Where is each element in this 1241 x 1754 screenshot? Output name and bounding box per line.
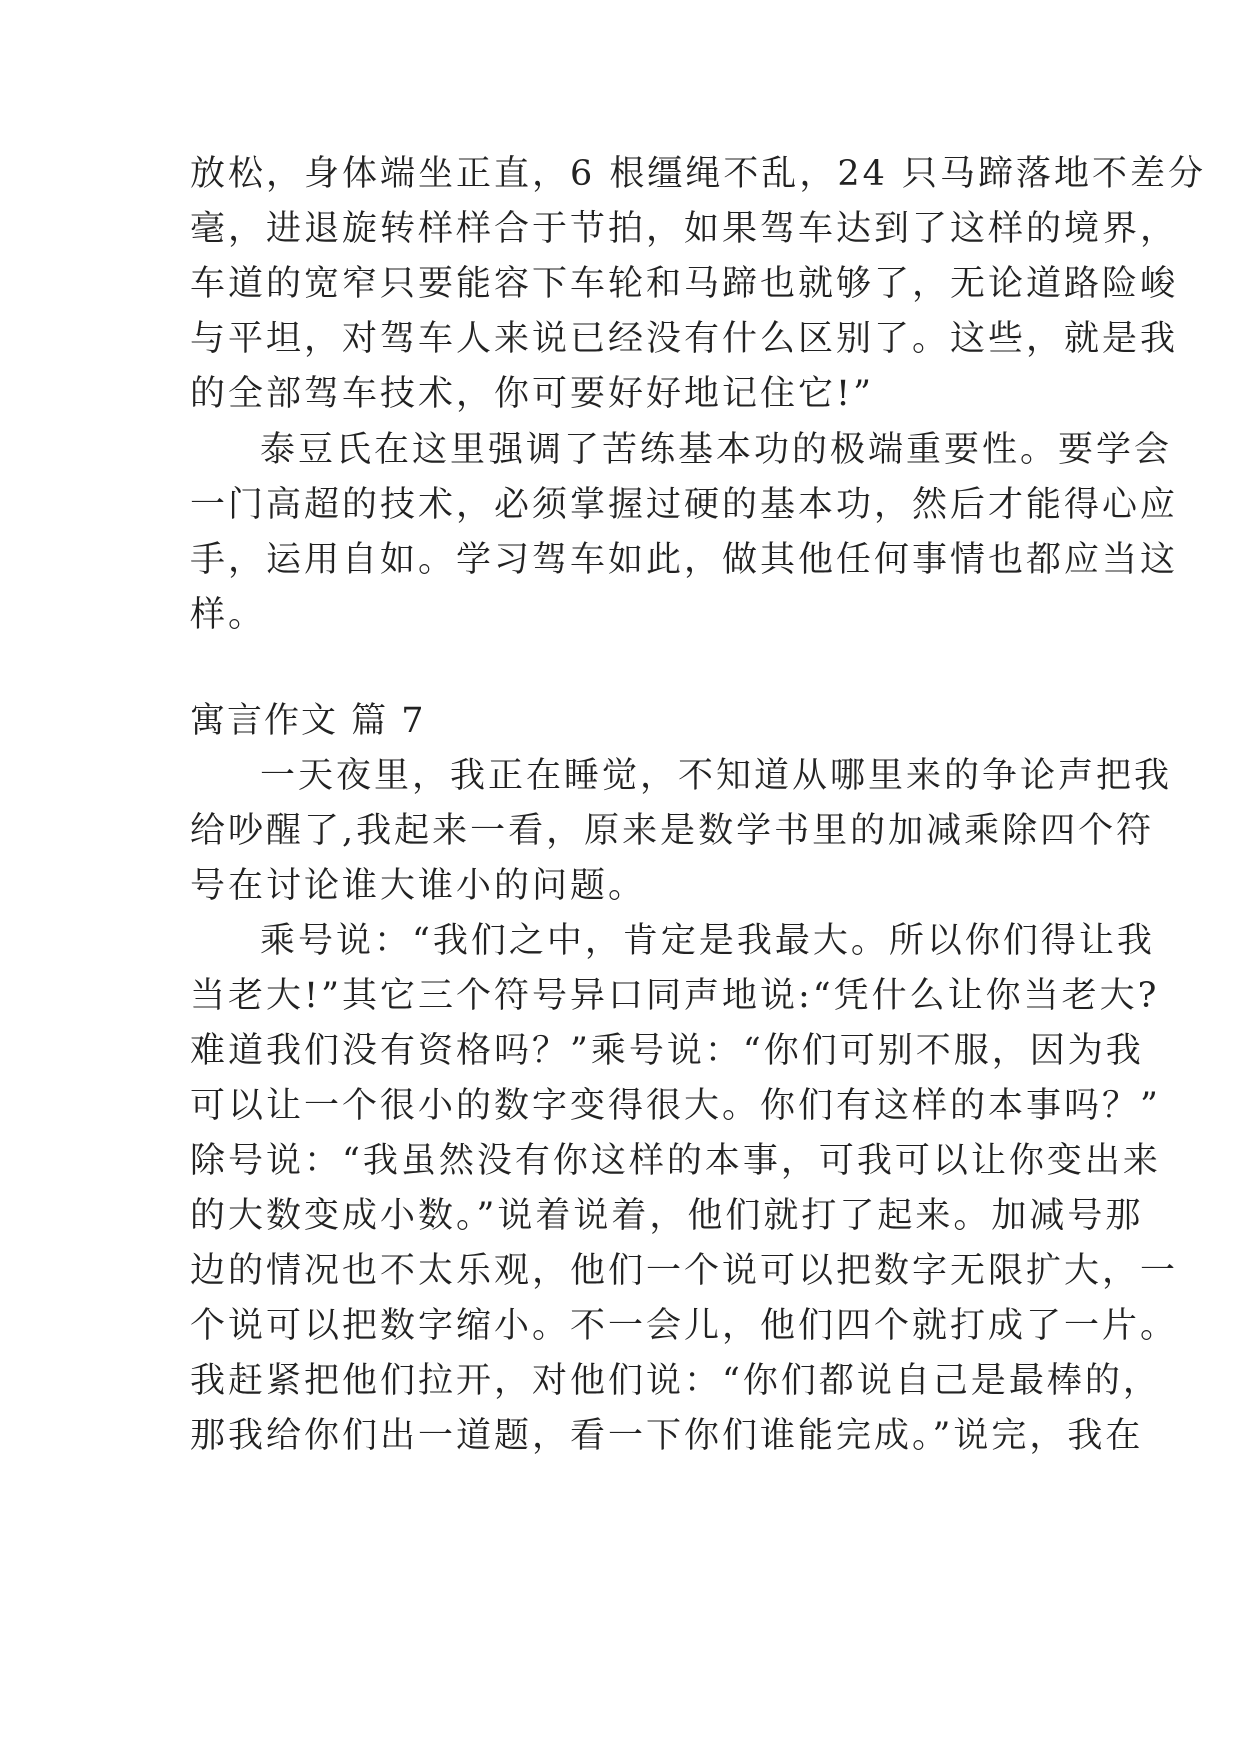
paragraph-line: 乘号说：“我们之中，肯定是我最大。所以你们得让我 xyxy=(260,921,1155,961)
paragraph-line: 给吵醒了,我起来一看，原来是数学书里的加减乘除四个符 xyxy=(190,811,1155,851)
paragraph-line: 个说可以把数字缩小。不一会儿，他们四个就打成了一片。 xyxy=(190,1306,1179,1346)
paragraph-line: 边的情况也不太乐观，他们一个说可以把数字无限扩大，一 xyxy=(190,1251,1179,1291)
paragraph-line: 车道的宽窄只要能容下车轮和马蹄也就够了，无论道路险峻 xyxy=(190,264,1179,304)
section-title: 寓言作文 篇 7 xyxy=(190,701,426,741)
paragraph-line: 一门高超的技术，必须掌握过硬的基本功，然后才能得心应 xyxy=(190,485,1179,525)
paragraph-line: 当老大!”其它三个符号异口同声地说:“凭什么让你当老大? xyxy=(190,976,1160,1016)
paragraph-line: 放松，身体端坐正直，6 根缰绳不乱，24 只马蹄落地不差分 xyxy=(190,154,1207,194)
paragraph-line: 可以让一个很小的数字变得很大。你们有这样的本事吗？” xyxy=(190,1086,1161,1126)
paragraph-line: 除号说：“我虽然没有你这样的本事，可我可以让你变出来 xyxy=(190,1141,1161,1181)
paragraph-line: 号在讨论谁大谁小的问题。 xyxy=(190,866,647,906)
paragraph-line: 与平坦，对驾车人来说已经没有什么区别了。这些，就是我 xyxy=(190,319,1179,359)
paragraph-line: 难道我们没有资格吗？”乘号说：“你们可别不服，因为我 xyxy=(190,1031,1144,1071)
paragraph-line: 那我给你们出一道题，看一下你们谁能完成。”说完，我在 xyxy=(190,1416,1144,1456)
paragraph-line: 手，运用自如。学习驾车如此，做其他任何事情也都应当这 xyxy=(190,540,1179,580)
paragraph-line: 样。 xyxy=(190,595,267,635)
paragraph-line: 泰豆氏在这里强调了苦练基本功的极端重要性。要学会 xyxy=(260,430,1173,470)
paragraph-line: 毫，进退旋转样样合于节拍，如果驾车达到了这样的境界， xyxy=(190,209,1179,249)
paragraph-line: 一天夜里，我正在睡觉，不知道从哪里来的争论声把我 xyxy=(260,756,1173,796)
paragraph-line: 的大数变成小数。”说着说着，他们就打了起来。加减号那 xyxy=(190,1196,1144,1236)
paragraph-line: 我赶紧把他们拉开，对他们说：“你们都说自己是最棒的， xyxy=(190,1361,1161,1401)
paragraph-line: 的全部驾车技术，你可要好好地记住它!” xyxy=(190,374,874,414)
